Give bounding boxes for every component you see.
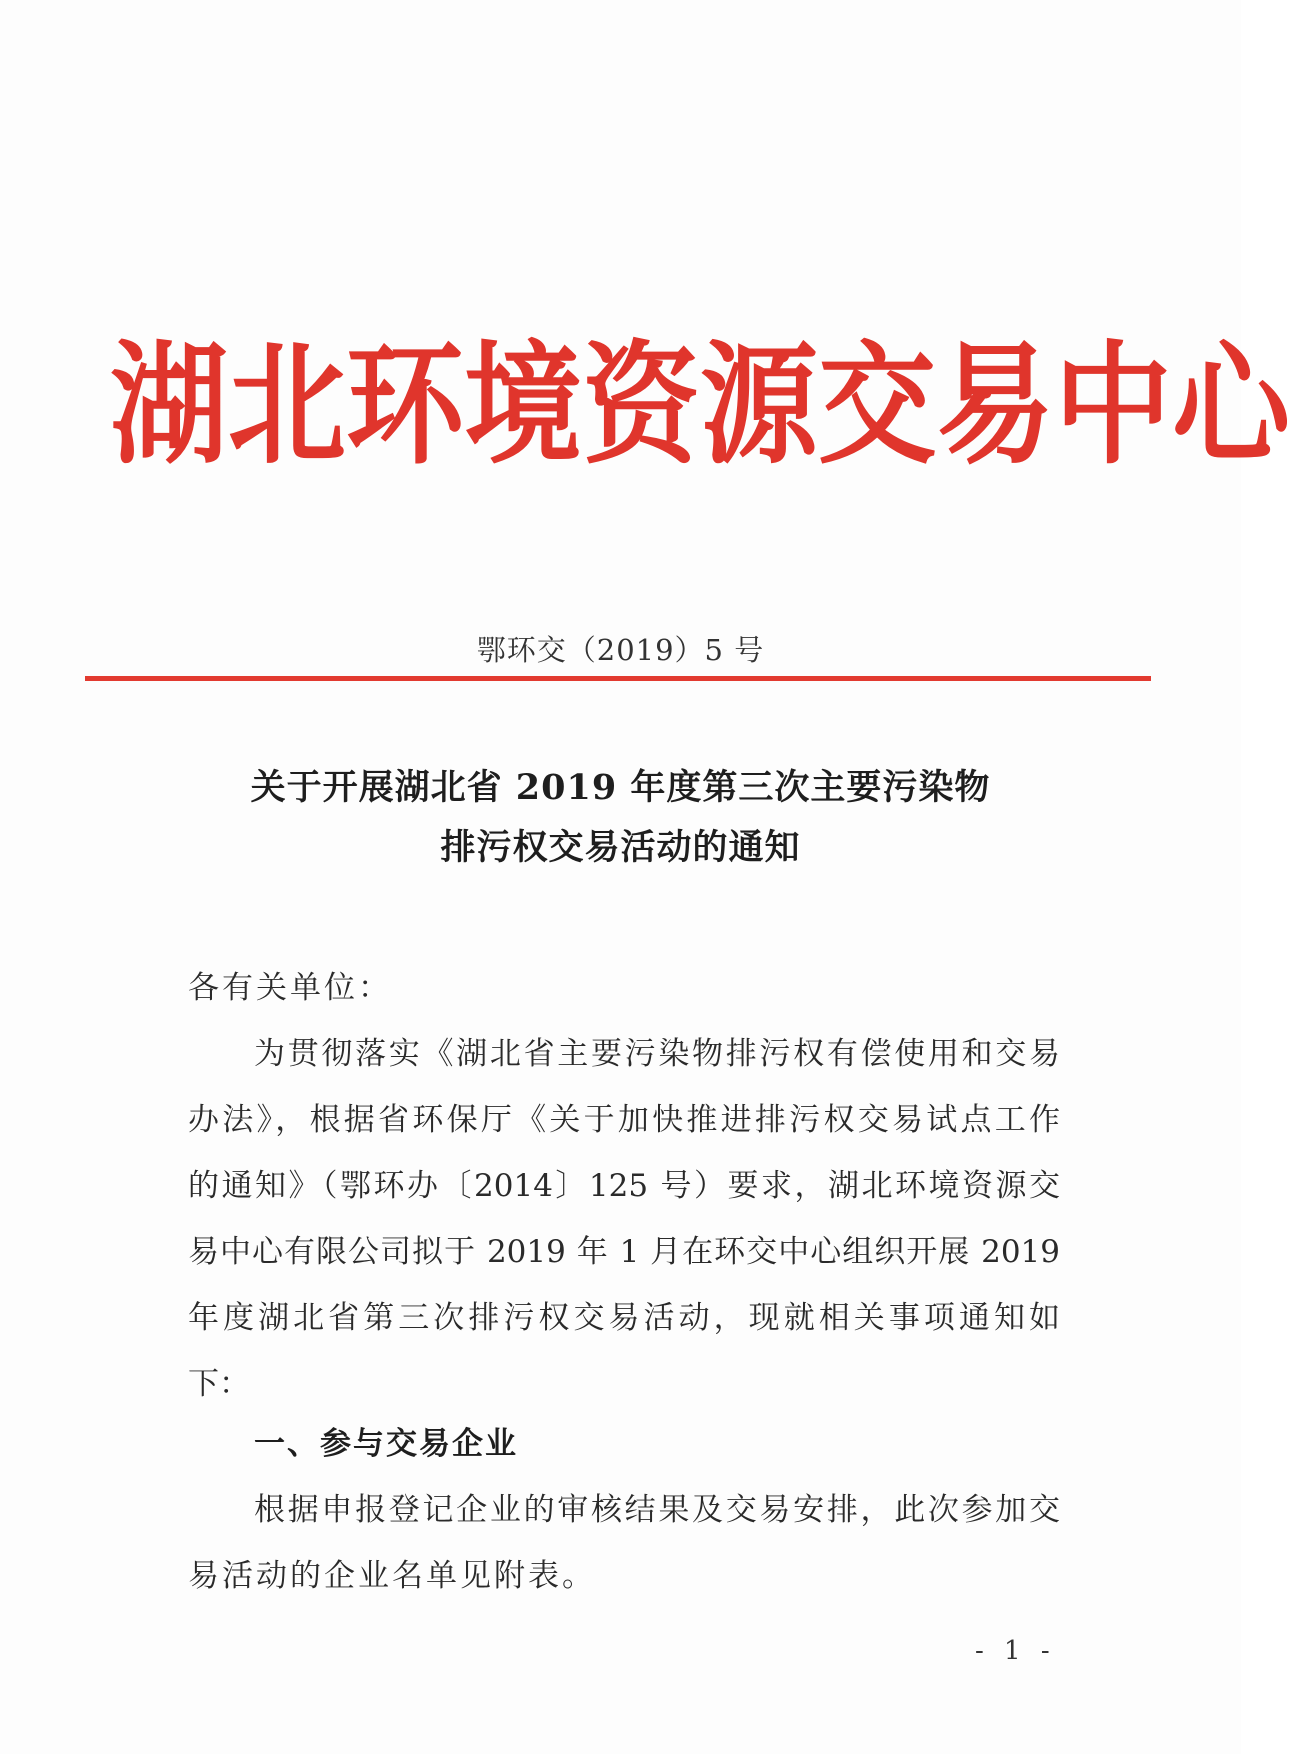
letterhead-char: 境 [464, 327, 583, 483]
letterhead-divider [85, 676, 1151, 681]
letterhead-char: 湖 [110, 327, 229, 483]
paragraph-line: 下： [188, 1366, 250, 1402]
letterhead-char: 源 [700, 327, 819, 483]
document-title-line-1: 关于开展湖北省 2019 年度第三次主要污染物 [250, 767, 991, 808]
paragraph-line: 易中心有限公司拟于 2019 年 1 月在环交中心组织开展 2019 [188, 1234, 1060, 1270]
letterhead-char: 心 [1172, 327, 1290, 483]
paragraph-line: 的通知》（鄂环办〔2014〕125 号）要求，湖北环境资源交 [188, 1168, 1060, 1204]
paragraph-line: 办法》，根据省环保厅《关于加快推进排污权交易试点工作 [188, 1102, 1060, 1138]
paragraph-line: 年度湖北省第三次排污权交易活动，现就相关事项通知如 [188, 1300, 1060, 1336]
letterhead-char: 易 [936, 327, 1055, 483]
document-title-line-2: 排污权交易活动的通知 [440, 827, 801, 868]
letterhead-char: 资 [582, 327, 701, 483]
paragraph-line: 易活动的企业名单见附表。 [188, 1558, 596, 1594]
salutation: 各有关单位： [188, 970, 392, 1006]
letterhead-char: 环 [346, 327, 465, 483]
letterhead-char: 北 [228, 327, 347, 483]
paragraph-line: 根据申报登记企业的审核结果及交易安排，此次参加交 [254, 1492, 1060, 1528]
paragraph-line: 为贯彻落实《湖北省主要污染物排污权有偿使用和交易 [254, 1036, 1060, 1072]
letterhead-char: 交 [818, 327, 937, 483]
document-number: 鄂环交（2019）5 号 [476, 633, 765, 667]
letterhead-char: 中 [1054, 327, 1173, 483]
page-number: - 1 - [975, 1636, 1056, 1666]
section-heading: 一、参与交易企业 [254, 1426, 518, 1462]
letterhead-title [110, 327, 1290, 483]
